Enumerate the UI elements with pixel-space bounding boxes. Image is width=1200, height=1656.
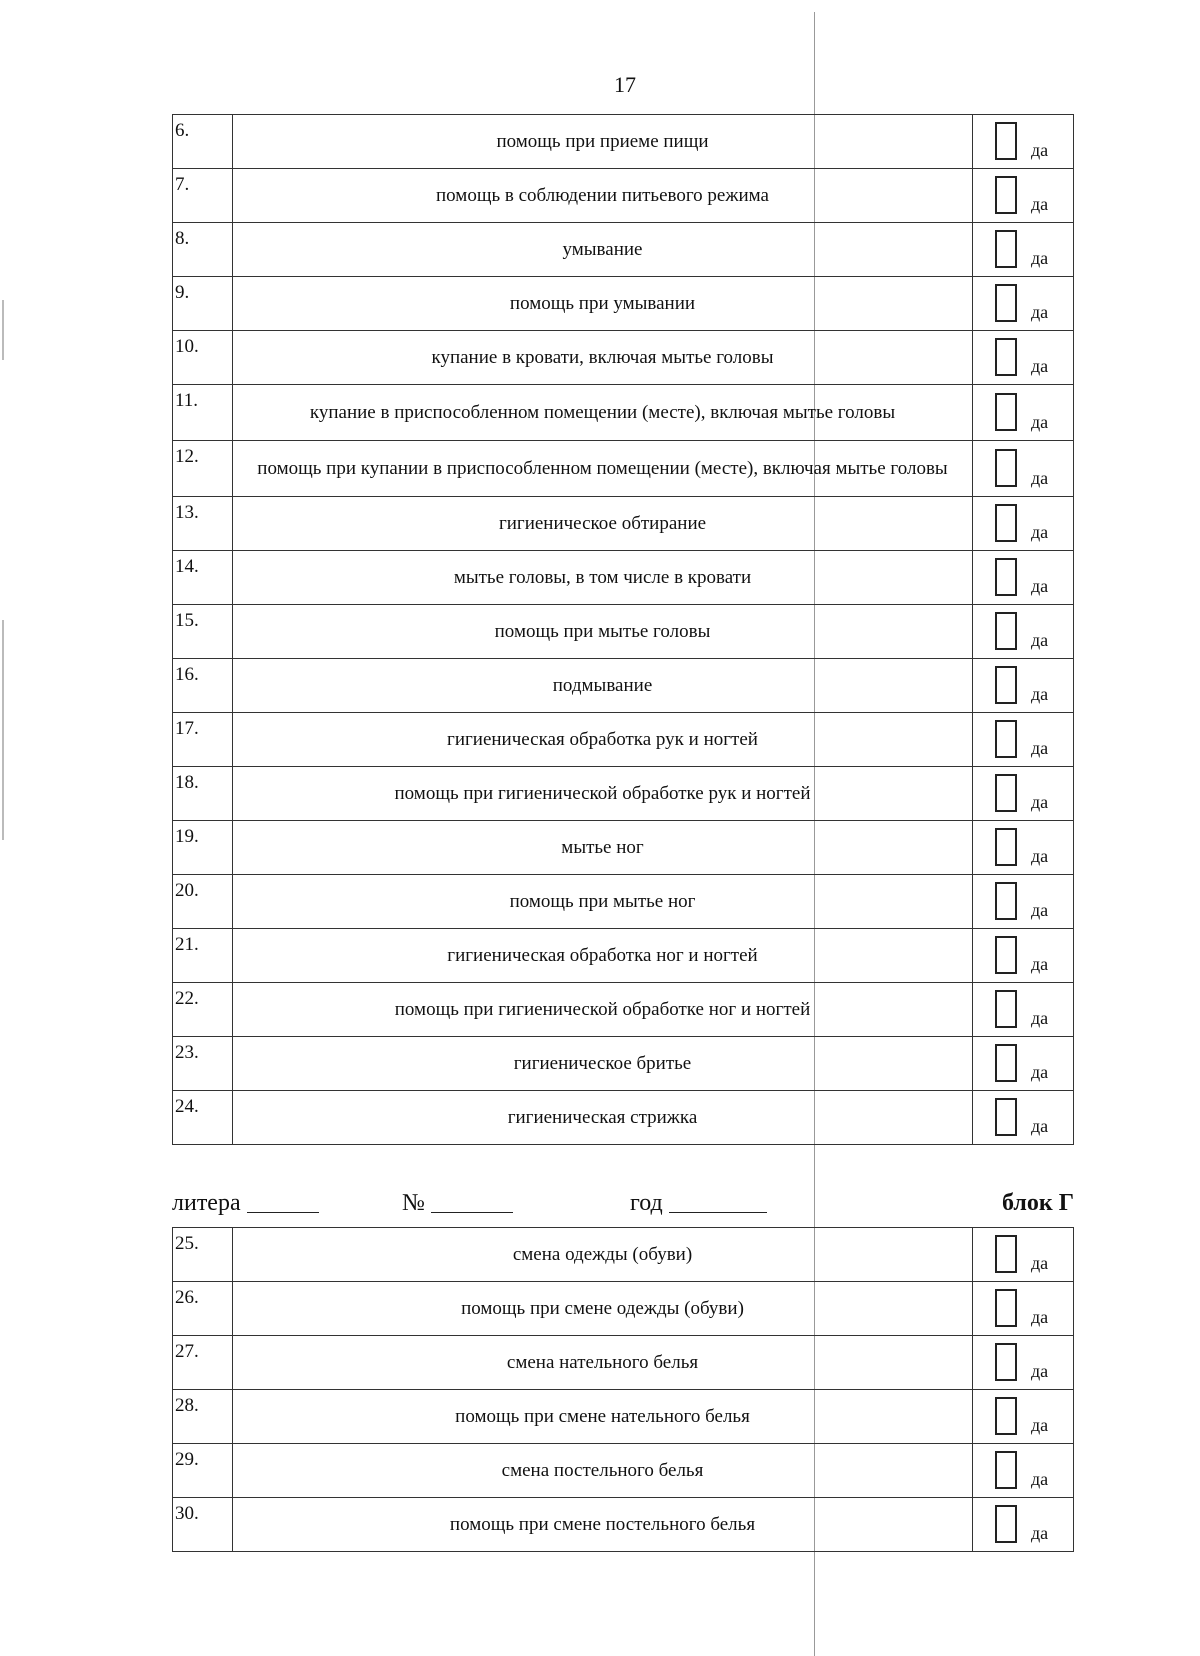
table-row — [173, 605, 1074, 659]
service-description: помощь при гигиенической обработке ног и ногтей — [233, 983, 973, 1037]
table-row — [173, 1282, 1074, 1336]
yes-label: да — [1031, 1062, 1049, 1082]
yes-label: да — [1031, 1307, 1049, 1327]
service-description: гигиеническая стрижка — [233, 1091, 973, 1145]
row-number: 7. — [173, 169, 233, 223]
table-row — [173, 767, 1074, 821]
services-table-block-g — [172, 1227, 1074, 1552]
service-description: мытье головы, в том числе в кровати — [233, 551, 973, 605]
number-blank[interactable] — [431, 1190, 513, 1213]
row-number: 17. — [173, 713, 233, 767]
yes-checkbox[interactable] — [995, 828, 1017, 866]
yes-checkbox[interactable] — [995, 1044, 1017, 1082]
litera-label: литера — [172, 1190, 241, 1216]
yes-checkbox[interactable] — [995, 1289, 1017, 1327]
yes-label: да — [1031, 1469, 1049, 1489]
yes-checkbox-cell — [973, 551, 1074, 605]
yes-checkbox-cell — [973, 767, 1074, 821]
yes-label: да — [1031, 792, 1049, 812]
table-row — [173, 983, 1074, 1037]
yes-label: да — [1031, 900, 1049, 920]
row-number: 19. — [173, 821, 233, 875]
yes-checkbox[interactable] — [995, 1505, 1017, 1543]
table-row — [173, 331, 1074, 385]
yes-label: да — [1031, 738, 1049, 758]
yes-label: да — [1031, 194, 1049, 214]
table-row — [173, 929, 1074, 983]
yes-label: да — [1031, 140, 1049, 160]
yes-checkbox-cell — [973, 385, 1074, 441]
yes-checkbox-cell — [973, 169, 1074, 223]
yes-label: да — [1031, 468, 1049, 488]
row-number: 22. — [173, 983, 233, 1037]
yes-checkbox[interactable] — [995, 1235, 1017, 1273]
block-label: блок Г — [1002, 1190, 1074, 1216]
service-description: подмывание — [233, 659, 973, 713]
table-row — [173, 1228, 1074, 1282]
yes-label: да — [1031, 954, 1049, 974]
yes-label: да — [1031, 576, 1049, 596]
row-number: 20. — [173, 875, 233, 929]
yes-checkbox-cell — [973, 1282, 1074, 1336]
row-number: 16. — [173, 659, 233, 713]
row-number: 23. — [173, 1037, 233, 1091]
service-description: помощь в соблюдении питьевого режима — [233, 169, 973, 223]
yes-checkbox[interactable] — [995, 1098, 1017, 1136]
table-row — [173, 713, 1074, 767]
yes-label: да — [1031, 248, 1049, 268]
yes-checkbox-cell — [973, 1091, 1074, 1145]
yes-label: да — [1031, 684, 1049, 704]
yes-checkbox[interactable] — [995, 449, 1017, 487]
row-number: 10. — [173, 331, 233, 385]
service-description: смена одежды (обуви) — [233, 1228, 973, 1282]
row-number: 8. — [173, 223, 233, 277]
yes-label: да — [1031, 1415, 1049, 1435]
yes-checkbox[interactable] — [995, 393, 1017, 431]
row-number: 9. — [173, 277, 233, 331]
yes-checkbox[interactable] — [995, 1451, 1017, 1489]
yes-label: да — [1031, 1008, 1049, 1028]
table-row — [173, 169, 1074, 223]
yes-label: да — [1031, 412, 1049, 432]
litera-field — [172, 1190, 241, 1217]
table-row — [173, 1336, 1074, 1390]
yes-checkbox[interactable] — [995, 936, 1017, 974]
yes-checkbox-cell — [973, 821, 1074, 875]
service-description: помощь при приеме пищи — [233, 115, 973, 169]
yes-checkbox-cell — [973, 929, 1074, 983]
yes-checkbox-cell — [973, 115, 1074, 169]
year-label: год — [630, 1190, 663, 1216]
table-row — [173, 1498, 1074, 1552]
yes-label: да — [1031, 1361, 1049, 1381]
number-field — [402, 1190, 425, 1217]
service-description: помощь при смене нательного белья — [233, 1390, 973, 1444]
service-description: помощь при мытье головы — [233, 605, 973, 659]
row-number: 21. — [173, 929, 233, 983]
row-number: 13. — [173, 497, 233, 551]
services-table-body — [173, 115, 1074, 1145]
yes-checkbox[interactable] — [995, 990, 1017, 1028]
row-number: 11. — [173, 385, 233, 441]
yes-checkbox-cell — [973, 1390, 1074, 1444]
row-number: 24. — [173, 1091, 233, 1145]
yes-checkbox-cell — [973, 1228, 1074, 1282]
yes-checkbox-cell — [973, 1037, 1074, 1091]
table-row — [173, 659, 1074, 713]
service-description: гигиеническое обтирание — [233, 497, 973, 551]
yes-checkbox-cell — [973, 875, 1074, 929]
yes-checkbox-cell — [973, 983, 1074, 1037]
row-number: 30. — [173, 1498, 233, 1552]
service-description: умывание — [233, 223, 973, 277]
service-description: гигиеническая обработка ног и ногтей — [233, 929, 973, 983]
yes-checkbox[interactable] — [995, 774, 1017, 812]
yes-checkbox[interactable] — [995, 176, 1017, 214]
yes-checkbox-cell — [973, 1444, 1074, 1498]
yes-checkbox-cell — [973, 441, 1074, 497]
service-description: помощь при купании в приспособленном помещении (месте), включая мытье головы — [233, 441, 973, 497]
services-table-body — [173, 1228, 1074, 1552]
table-row — [173, 1444, 1074, 1498]
table-row — [173, 441, 1074, 497]
table-row — [173, 551, 1074, 605]
yes-checkbox[interactable] — [995, 720, 1017, 758]
yes-label: да — [1031, 302, 1049, 322]
table-row — [173, 223, 1074, 277]
services-table-main — [172, 114, 1074, 1145]
yes-checkbox-cell — [973, 713, 1074, 767]
service-description: помощь при гигиенической обработке рук и ногтей — [233, 767, 973, 821]
table-row — [173, 875, 1074, 929]
table-row — [173, 1091, 1074, 1145]
service-description: помощь при умывании — [233, 277, 973, 331]
row-number: 15. — [173, 605, 233, 659]
service-description: помощь при смене одежды (обуви) — [233, 1282, 973, 1336]
yes-checkbox[interactable] — [995, 1397, 1017, 1435]
yes-label: да — [1031, 846, 1049, 866]
yes-checkbox-cell — [973, 659, 1074, 713]
yes-checkbox-cell — [973, 331, 1074, 385]
service-description: купание в кровати, включая мытье головы — [233, 331, 973, 385]
service-description: смена постельного белья — [233, 1444, 973, 1498]
yes-checkbox-cell — [973, 277, 1074, 331]
row-number: 26. — [173, 1282, 233, 1336]
service-description: купание в приспособленном помещении (месте), включая мытье головы — [233, 385, 973, 441]
yes-checkbox[interactable] — [995, 1343, 1017, 1381]
row-number: 27. — [173, 1336, 233, 1390]
service-description: помощь при смене постельного белья — [233, 1498, 973, 1552]
block-header — [172, 1190, 1074, 1220]
yes-checkbox-cell — [973, 605, 1074, 659]
yes-checkbox[interactable] — [995, 338, 1017, 376]
yes-label: да — [1031, 1253, 1049, 1273]
yes-checkbox[interactable] — [995, 558, 1017, 596]
page-number: 17 — [614, 72, 636, 97]
yes-checkbox[interactable] — [995, 504, 1017, 542]
yes-checkbox[interactable] — [995, 122, 1017, 160]
row-number: 25. — [173, 1228, 233, 1282]
table-row — [173, 497, 1074, 551]
row-number: 18. — [173, 767, 233, 821]
table-row — [173, 1390, 1074, 1444]
table-row — [173, 821, 1074, 875]
yes-label: да — [1031, 522, 1049, 542]
service-description: гигиеническое бритье — [233, 1037, 973, 1091]
service-description: помощь при мытье ног — [233, 875, 973, 929]
row-number: 14. — [173, 551, 233, 605]
yes-checkbox[interactable] — [995, 882, 1017, 920]
yes-checkbox[interactable] — [995, 284, 1017, 322]
year-blank[interactable] — [669, 1190, 767, 1213]
yes-label: да — [1031, 1116, 1049, 1136]
table-row — [173, 115, 1074, 169]
yes-checkbox[interactable] — [995, 612, 1017, 650]
scan-edge-mark — [2, 620, 4, 840]
row-number: 28. — [173, 1390, 233, 1444]
litera-blank[interactable] — [247, 1190, 319, 1213]
table-row — [173, 1037, 1074, 1091]
service-description: мытье ног — [233, 821, 973, 875]
yes-checkbox[interactable] — [995, 230, 1017, 268]
yes-checkbox[interactable] — [995, 666, 1017, 704]
yes-checkbox-cell — [973, 1336, 1074, 1390]
yes-checkbox-cell — [973, 497, 1074, 551]
year-field — [630, 1190, 663, 1217]
row-number: 6. — [173, 115, 233, 169]
table-row — [173, 277, 1074, 331]
row-number: 29. — [173, 1444, 233, 1498]
number-label: № — [402, 1190, 425, 1216]
yes-label: да — [1031, 630, 1049, 650]
yes-checkbox-cell — [973, 1498, 1074, 1552]
yes-label: да — [1031, 1523, 1049, 1543]
service-description: смена нательного белья — [233, 1336, 973, 1390]
yes-checkbox-cell — [973, 223, 1074, 277]
yes-label: да — [1031, 356, 1049, 376]
service-description: гигиеническая обработка рук и ногтей — [233, 713, 973, 767]
row-number: 12. — [173, 441, 233, 497]
scan-edge-mark — [2, 300, 4, 360]
table-row — [173, 385, 1074, 441]
